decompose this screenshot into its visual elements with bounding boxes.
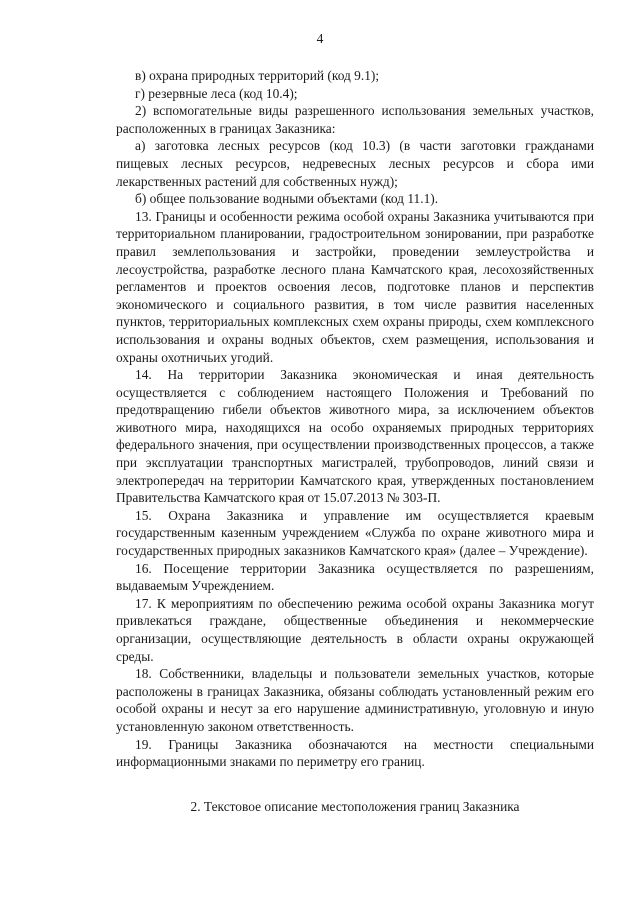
paragraph-17: 17. К мероприятиям по обеспечению режима особой охраны Заказника могут привлекаться граждане, общественные объединения и некоммерческие организации, осуществляющие деятельность в области охраны окружающей среды. xyxy=(116,595,594,664)
paragraph-item-v: в) охрана природных территорий (код 9.1); xyxy=(135,68,380,83)
paragraph-item-a: а) заготовка лесных ресурсов (код 10.3) (в части заготовки гражданами пищевых лесных ресурсов, недревесных лесных ресурсов и сбора ими лекарственных растений для собственных нужд); xyxy=(116,138,594,189)
paragraph-18: 18. Собственники, владельцы и пользователи земельных участков, которые расположены в границах Заказника, обязаны соблюдать установленный режим его особой охраны и несут за его нарушение административную, уголовную и иную установленную законом ответственность. xyxy=(116,666,594,734)
paragraph-19: 19. Границы Заказника обозначаются на местности специальными информационными знаками по периметру его границ. xyxy=(116,736,594,770)
paragraph-16: 16. Посещение территории Заказника осуществляется по разрешениям, выдаваемым Учреждением. xyxy=(116,560,594,594)
paragraph-13: 13. Границы и особенности режима особой охраны Заказника учитываются при территориальном планировании, градостроительном зонировании, при разработке правил землепользования и застройки, проведении землеустройства и лесоустройства, разработке лесного плана Камчатского края, лесохозяйственных регламентов и проектов освоения лесов, подготовке планов и перспектив экономического и социального развития, в том числе развития населенных пунктов, территориальных комплексных схем охраны природы, схем комплексного использования и охраны водных объектов, схем размещения, использования и охраны охотничьих угодий. xyxy=(116,208,594,365)
page-number: 4 xyxy=(316,31,324,46)
paragraph-item-g: г) резервные леса (код 10.4); xyxy=(135,85,298,101)
document-body xyxy=(116,67,594,815)
paragraph-14: 14. На территории Заказника экономическая и иная деятельность осуществляется с соблюдением настоящего Положения и Требований по предотвращению гибели объектов животного мира, за исключением объектов животного мира, находящихся на особо охраняемых природных территориях федерального значения, при осуществлении производственных процессов, а также при эксплуатации транспортных магистралей, трубопроводов, линий связи и электропередач на территории Камчатского края, утвержденных постановлением Правительства Камчатского края от 15.07.2013 № 303-П. xyxy=(116,367,594,506)
paragraph-15: 15. Охрана Заказника и управление им осуществляется краевым государственным казенным учреждением «Служба по охране животного мира и государственных природных заказников Камчатского края» (далее – Учреждение). xyxy=(116,507,594,559)
section-heading: 2. Текстовое описание местоположения границ Заказника xyxy=(190,798,520,814)
paragraph-item-b: б) общее пользование водными объектами (код 11.1). xyxy=(135,191,439,207)
paragraph-auxiliary-uses: 2) вспомогательные виды разрешенного использования земельных участков, расположенных в границах Заказника: xyxy=(116,103,594,136)
